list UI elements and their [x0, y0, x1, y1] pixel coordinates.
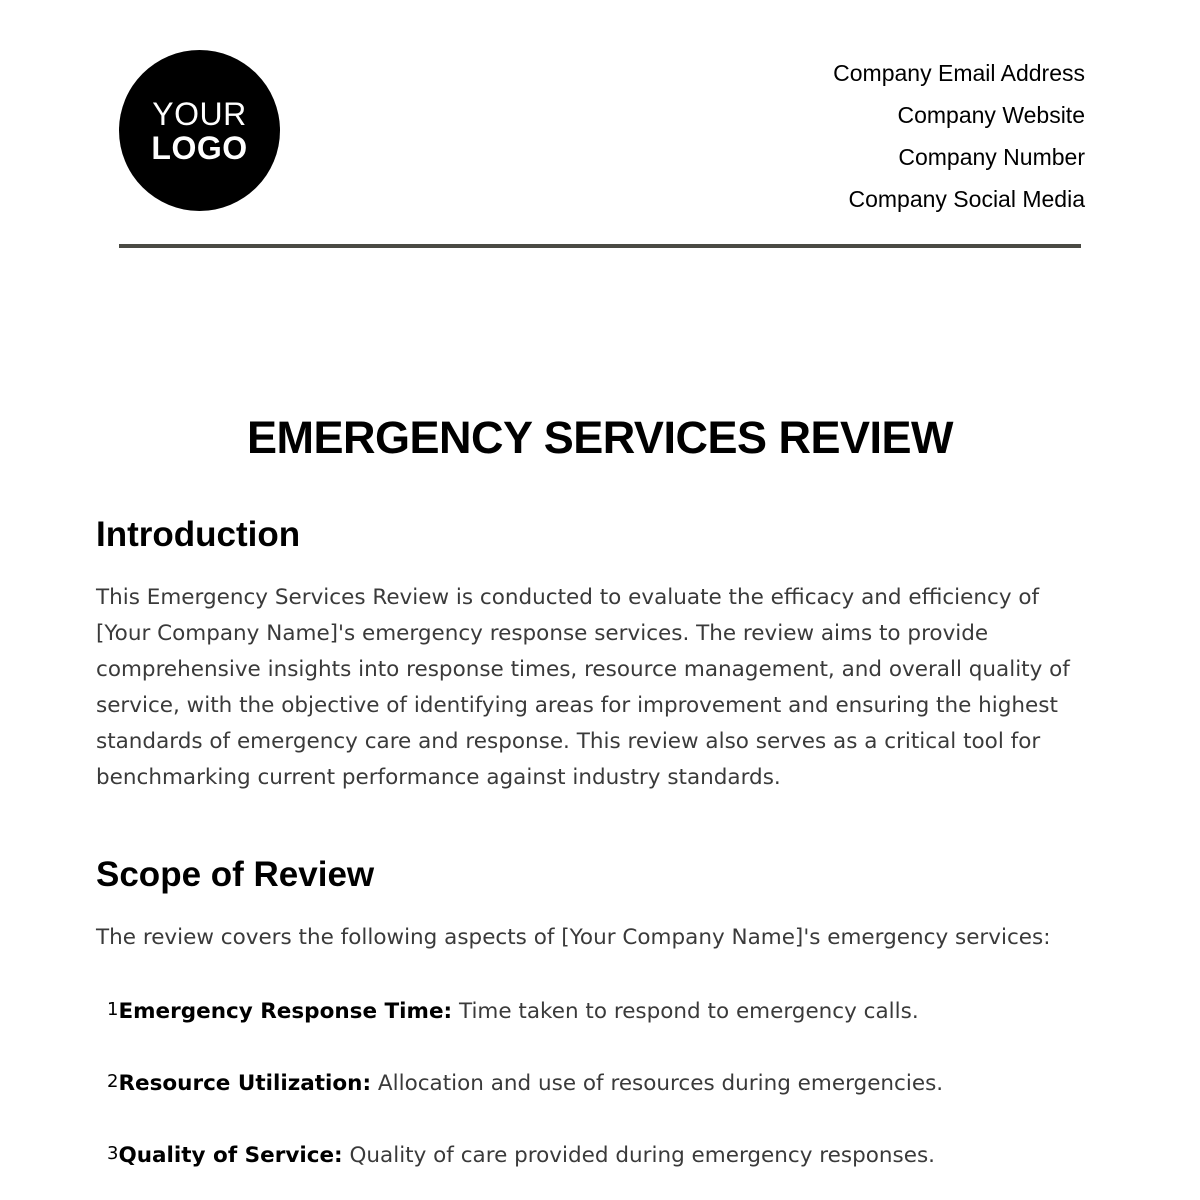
list-item-number: 1 [107, 999, 119, 1020]
company-number: Company Number [898, 144, 1085, 170]
introduction-heading: Introduction [96, 515, 301, 554]
list-item-term: Resource Utilization: [118, 1071, 372, 1096]
company-social-media: Company Social Media [848, 186, 1085, 212]
list-item [107, 1136, 935, 1174]
document-title: EMERGENCY SERVICES REVIEW [246, 412, 953, 463]
list-item-term: Quality of Service: [118, 1143, 343, 1168]
introduction-paragraph: This Emergency Services Review is conducted to evaluate the efficacy and efficiency of [Your Company Name]'s emergency response services. The review aims to provide comprehensive insights into response times, resource management, and overall quality of service, with the objective of identifying areas for improvement and ensuring the highest standards of emergency care and response. This review also serves as a critical tool for benchmarking current performance against industry standards. [96, 585, 1070, 790]
list-item-description: Allocation and use of resources during emergencies. [371, 1071, 944, 1096]
logo-text-line2: LOGO [151, 129, 248, 166]
list-item-number: 3 [107, 1143, 119, 1164]
list-item-description: Quality of care provided during emergency responses. [342, 1143, 935, 1168]
scope-heading: Scope of Review [96, 855, 375, 894]
company-contact-block [833, 52, 1085, 220]
list-item-term: Emergency Response Time: [118, 999, 453, 1024]
company-email: Company Email Address [833, 60, 1085, 86]
list-item-description: Time taken to respond to emergency calls. [452, 999, 919, 1024]
list-item-number: 2 [107, 1071, 119, 1092]
company-logo [119, 50, 280, 211]
logo-text-line1: YOUR [152, 95, 247, 132]
scope-intro-paragraph: The review covers the following aspects of [Your Company Name]'s emergency services: [96, 925, 1051, 950]
list-item [107, 992, 919, 1030]
company-website: Company Website [897, 102, 1085, 128]
list-item [107, 1064, 943, 1102]
header-divider [119, 244, 1081, 248]
